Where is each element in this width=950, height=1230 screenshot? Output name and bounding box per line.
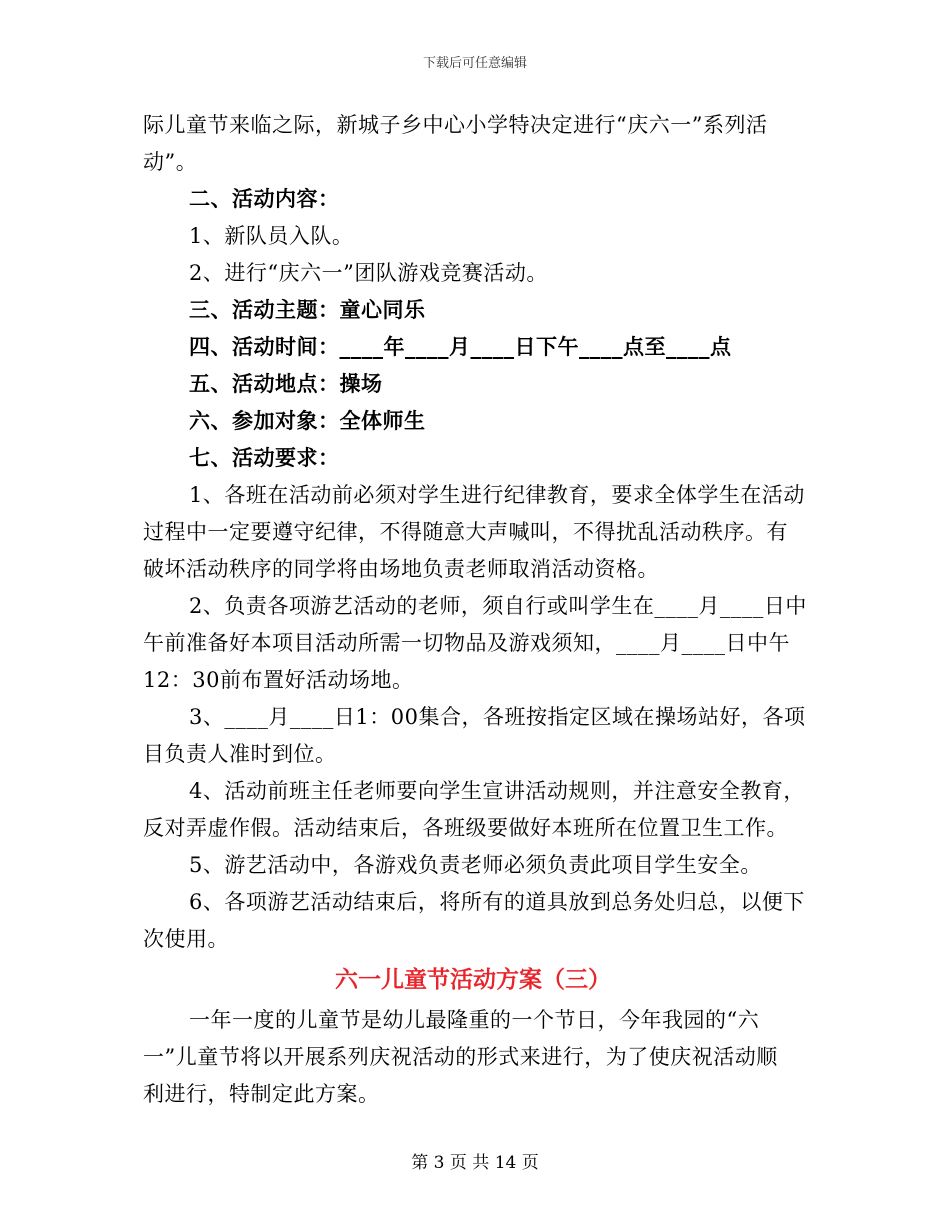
text-line: 4、活动前班主任老师要向学生宣讲活动规则，并注意安全教育，: [189, 779, 805, 803]
text-line: 一年一度的儿童节是幼儿最隆重的一个节日，今年我园的“六: [189, 1008, 760, 1032]
text-line: 过程中一定要遵守纪律，不得随意大声喊叫，不得扰乱活动秩序。有: [143, 520, 788, 544]
text-line: 12：30前布置好活动场地。: [143, 668, 414, 692]
text-line: 三、活动主题：童心同乐: [189, 298, 426, 322]
text-line: 破坏活动秩序的同学将由场地负责老师取消活动资格。: [143, 557, 659, 581]
body-lines: [143, 107, 807, 958]
text-line: 六、参加对象：全体师生: [189, 409, 426, 433]
text-line: 次使用。: [143, 927, 229, 951]
text-line: 5、游艺活动中，各游戏负责老师必须负责此项目学生安全。: [189, 853, 762, 877]
text-line: 利进行，特制定此方案。: [143, 1082, 380, 1106]
document-body: [143, 107, 807, 1113]
text-line: 反对弄虚作假。活动结束后，各班级要做好本班所在位置卫生工作。: [143, 816, 788, 840]
text-line: 2、负责各项游艺活动的老师，须自行或叫学生在____月____日中: [189, 594, 807, 618]
page-footer: 第 3 页 共 14 页: [411, 1153, 539, 1173]
text-line: 2、进行“庆六一”团队游戏竞赛活动。: [189, 261, 548, 285]
text-line: 五、活动地点：操场: [189, 372, 383, 396]
text-line: 一”儿童节将以开展系列庆祝活动的形式来进行，为了使庆祝活动顺: [143, 1045, 778, 1069]
text-line: 6、各项游艺活动结束后，将所有的道具放到总务处归总，以便下: [189, 890, 805, 914]
text-line: 3、____月____日1：00集合，各班按指定区域在操场站好，各项: [189, 705, 806, 729]
text-line: 四、活动时间：____年____月____日下午____点至____点: [189, 335, 732, 359]
section-title: 六一儿童节活动方案（三）: [335, 967, 611, 993]
text-line: 际儿童节来临之际，新城子乡中心小学特决定进行“庆六一”系列活: [143, 113, 768, 137]
text-line: 动”。: [143, 150, 198, 174]
page-header: 下载后可任意编辑: [422, 56, 527, 71]
text-line: 二、活动内容：: [189, 187, 340, 211]
text-line: 目负责人准时到位。: [143, 742, 337, 766]
text-line: 七、活动要求：: [189, 446, 340, 470]
section-body-lines: [143, 1002, 803, 1113]
text-line: 1、新队员入队。: [189, 224, 354, 248]
text-line: 1、各班在活动前必须对学生进行纪律教育，要求全体学生在活动: [189, 483, 805, 507]
text-line: 午前准备好本项目活动所需一切物品及游戏须知，____月____日中午: [143, 631, 790, 655]
